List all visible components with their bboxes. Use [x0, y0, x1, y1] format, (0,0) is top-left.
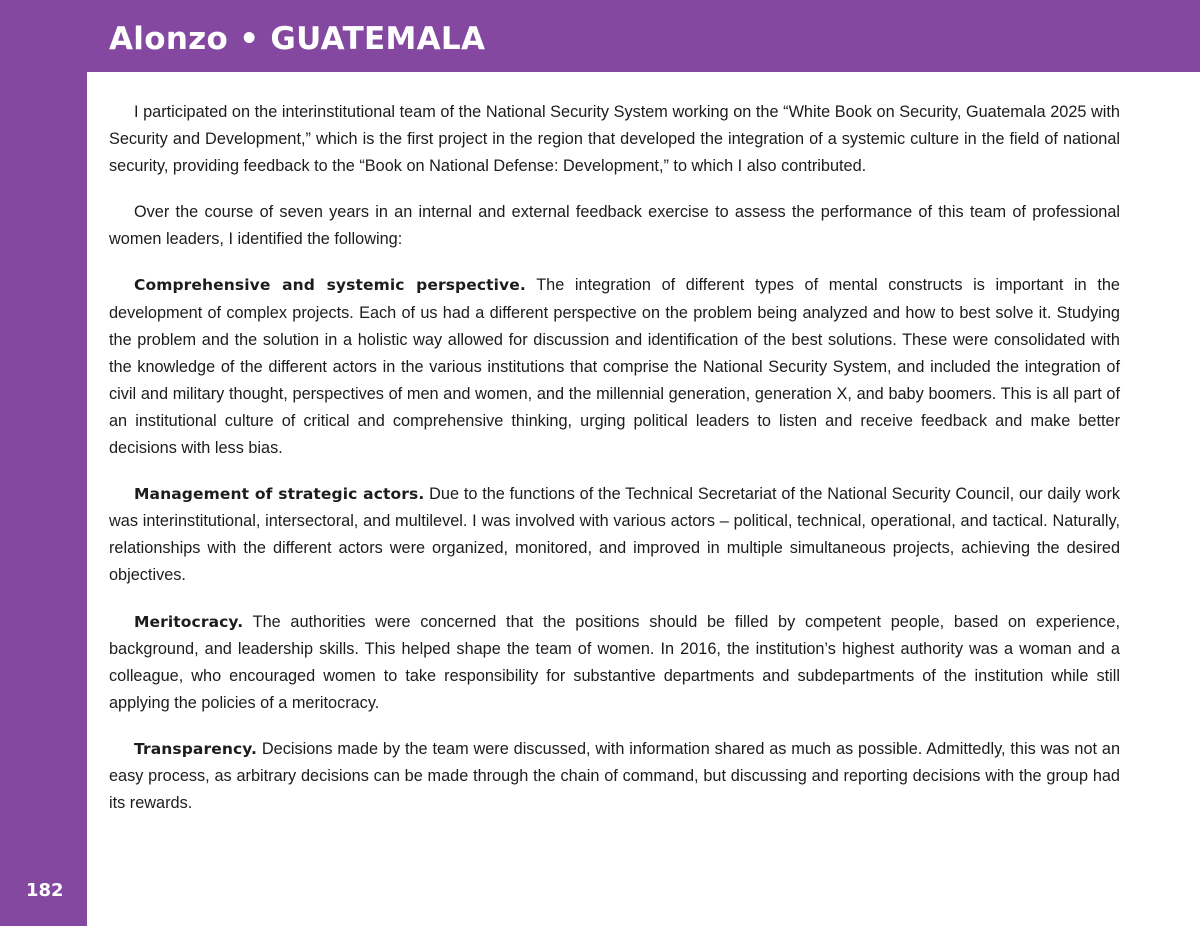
paragraph-meritocracy [109, 609, 1120, 717]
article-body [109, 99, 1120, 836]
paragraph-text: The integration of different types of mental constructs is important in the development of complex projects. Each of us had a different perspective on the problem being analyzed and how to best solve it. Studying the problem and the solution in a holistic way allowed for discussion and identification of the best solutions. These were consolidated with the knowledge of the different actors in the various institutions that comprise the National Security System, and included the integration of civil and military thought, perspectives of men and women, and the millennial generation, generation X, and baby boomers. This is all part of an institutional culture of critical and comprehensive thinking, urging political leaders to listen and receive feedback and make better decisions with less bias. [109, 276, 1120, 458]
page-number: 182 [26, 880, 64, 901]
paragraph-lead: Transparency. [134, 739, 258, 758]
paragraph-text: Due to the functions of the Technical Secretariat of the National Security Council, our daily work was interinstitutional, intersectoral, and multilevel. I was involved with various actors – political, technical, operational, and tactical. Naturally, relationships with the different actors were organized, monitored, and improved in multiple simultaneous projects, achieving the desired objectives. [109, 485, 1121, 585]
paragraph-transparency [109, 736, 1120, 817]
sidebar-band [0, 0, 87, 926]
paragraph-lead: Comprehensive and systemic perspective. [134, 276, 526, 295]
paragraph-lead: Management of strategic actors. [134, 485, 425, 504]
paragraph-comprehensive-perspective [109, 272, 1120, 462]
paragraph-feedback [109, 199, 1120, 253]
paragraph-lead: Meritocracy. [134, 612, 244, 631]
paragraph-strategic-actors [109, 481, 1120, 589]
paragraph-text: I participated on the interinstitutional team of the National Security System working on the “White Book on Security, Guatemala 2025 with Security and Development,” which is the first project in the region that developed the integration of a systemic culture in the field of national security, providing feedback to the “Book on National Defense: Development,” to which I also contributed. [109, 103, 1120, 176]
paragraph-text: Over the course of seven years in an internal and external feedback exercise to assess the performance of this team of professional women leaders, I identified the following: [109, 203, 1120, 249]
paragraph-intro [109, 99, 1120, 180]
paragraph-text: Decisions made by the team were discussed, with information shared as much as possible. Admittedly, this was not an easy process, as arbitrary decisions can be made through the chain of command, but discussing and reporting decisions with the group had its rewards. [109, 739, 1120, 813]
page-title: Alonzo • GUATEMALA [109, 21, 486, 57]
paragraph-text: The authorities were concerned that the positions should be filled by competent people, based on experience, background, and leadership skills. This helped shape the team of women. In 2016, the institution’s highest authority was a woman and a colleague, who encouraged women to take responsibility for substantive departments and subdepartments of the institution while still applying the policies of a meritocracy. [109, 612, 1120, 712]
